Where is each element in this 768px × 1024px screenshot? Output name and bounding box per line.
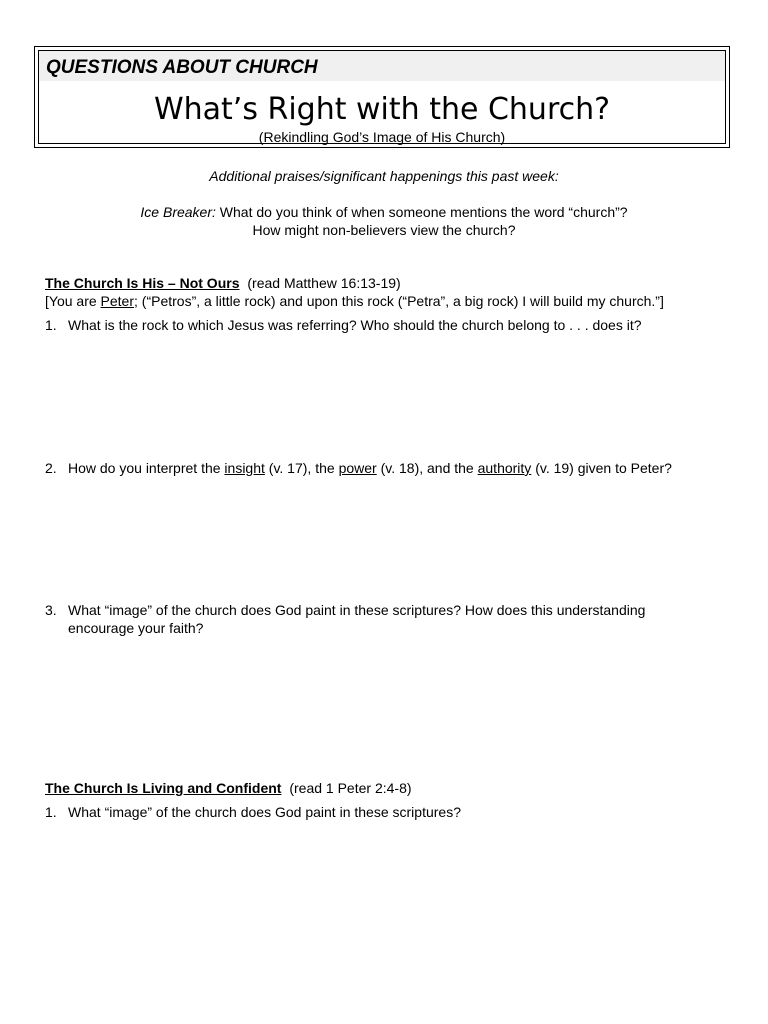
section-1-question-2 (45, 459, 735, 477)
section-1-question-3 (45, 601, 705, 637)
icebreaker-line-1 (0, 203, 768, 221)
header-inner-border (38, 50, 726, 144)
section-2-question-1 (45, 803, 735, 821)
question-text: What “image” of the church does God paint in these scriptures? (68, 804, 461, 820)
question-number: 3. (45, 602, 57, 618)
intro-peter: Peter (100, 293, 134, 309)
document-title: What’s Right with the Church? (153, 92, 611, 127)
question-text: What “image” of the church does God paint in these scriptures? How does this understanding encourage your faith? (68, 602, 646, 636)
section-1-title: The Church Is His – Not Ours (45, 275, 240, 291)
section-1-heading (45, 274, 401, 292)
section-1-intro (45, 292, 664, 310)
section-2-reference: (read 1 Peter 2:4-8) (289, 780, 412, 796)
intro-text-post: ; (“Petros”, a little rock) and upon this rock (“Petra”, a big rock) I will build my church.”] (134, 293, 664, 309)
word-power: power (338, 460, 377, 476)
document-subtitle: (Rekindling God’s Image of His Church) (258, 129, 506, 145)
question-text: What is the rock to which Jesus was referring? Who should the church belong to . . . does it? (68, 317, 642, 333)
question-number: 2. (45, 460, 57, 476)
header-box (34, 46, 730, 148)
icebreaker-question-2: How might non-believers view the church? (252, 222, 516, 238)
section-1-question-1 (45, 316, 735, 334)
question-number: 1. (45, 804, 57, 820)
section-2-title: The Church Is Living and Confident (45, 780, 282, 796)
question-number: 1. (45, 317, 57, 333)
icebreaker-question-1: What do you think of when someone mentions the word “church”? (219, 204, 628, 220)
word-insight: insight (224, 460, 265, 476)
intro-text-pre: [You are (45, 293, 101, 309)
word-authority: authority (477, 460, 532, 476)
icebreaker-label: Ice Breaker: (140, 204, 216, 220)
header-label: QUESTIONS ABOUT CHURCH (46, 57, 318, 78)
section-1-reference: (read Matthew 16:13-19) (247, 275, 401, 291)
question-text: How do you interpret the insight (v. 17), the power (v. 18), and the authority (v. 19) given to Peter? (68, 460, 672, 476)
praises-prompt: Additional praises/significant happenings this past week: (209, 168, 559, 184)
section-2-heading (45, 779, 412, 797)
